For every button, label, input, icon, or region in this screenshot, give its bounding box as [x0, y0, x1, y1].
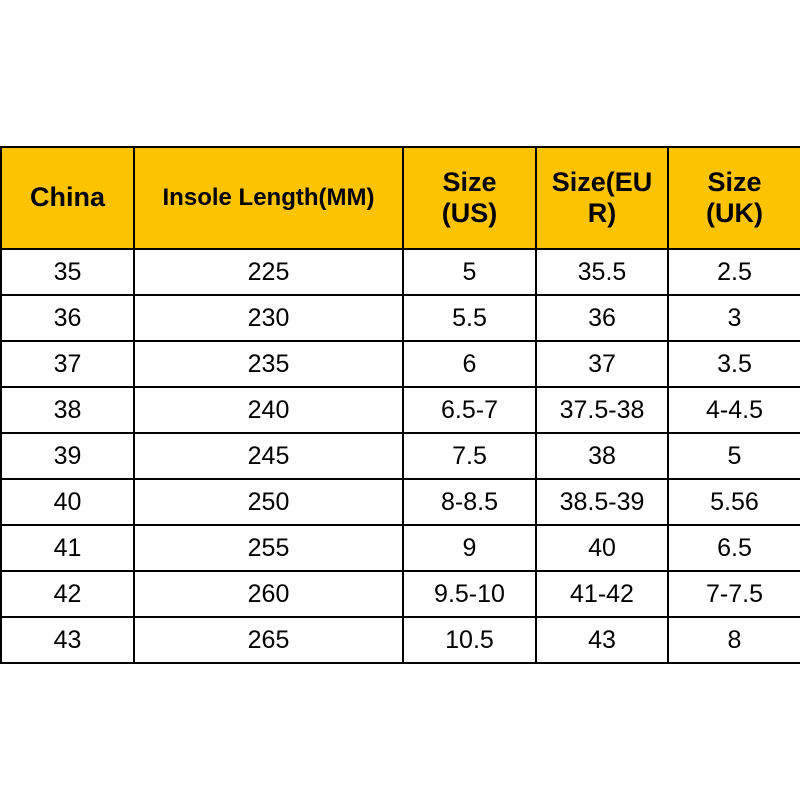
table-row — [1, 387, 800, 433]
table-body — [1, 249, 800, 663]
cell-size-uk: 6.5 — [668, 525, 800, 571]
table-row — [1, 433, 800, 479]
cell-size-uk: 4-4.5 — [668, 387, 800, 433]
table-header — [1, 147, 800, 249]
cell-insole-length: 245 — [134, 433, 403, 479]
header-row — [1, 147, 800, 249]
column-header-size-eur — [536, 147, 668, 249]
cell-size-uk: 2.5 — [668, 249, 800, 295]
cell-size-uk: 8 — [668, 617, 800, 663]
cell-china: 37 — [1, 341, 134, 387]
cell-size-eur: 43 — [536, 617, 668, 663]
cell-size-us: 9 — [403, 525, 536, 571]
table-row — [1, 479, 800, 525]
cell-size-us: 5.5 — [403, 295, 536, 341]
table-row — [1, 341, 800, 387]
cell-china: 38 — [1, 387, 134, 433]
column-header-size-us-line-2: (US) — [441, 198, 498, 228]
cell-size-eur: 36 — [536, 295, 668, 341]
column-header-size-uk-line-2: (UK) — [706, 198, 763, 228]
cell-size-eur: 35.5 — [536, 249, 668, 295]
cell-size-uk: 5 — [668, 433, 800, 479]
cell-china: 42 — [1, 571, 134, 617]
table-row — [1, 295, 800, 341]
size-conversion-table-container — [0, 146, 800, 664]
cell-size-us: 10.5 — [403, 617, 536, 663]
cell-size-us: 8-8.5 — [403, 479, 536, 525]
cell-insole-length: 250 — [134, 479, 403, 525]
cell-insole-length: 260 — [134, 571, 403, 617]
cell-insole-length: 225 — [134, 249, 403, 295]
cell-size-uk: 5.56 — [668, 479, 800, 525]
table-row — [1, 617, 800, 663]
cell-china: 41 — [1, 525, 134, 571]
cell-insole-length: 240 — [134, 387, 403, 433]
column-header-size-uk — [668, 147, 800, 249]
column-header-size-us-line-1: Size — [442, 166, 497, 197]
cell-size-eur: 37 — [536, 341, 668, 387]
cell-size-eur: 40 — [536, 525, 668, 571]
cell-size-eur: 38.5-39 — [536, 479, 668, 525]
cell-china: 35 — [1, 249, 134, 295]
column-header-size-uk-line-1: Size — [707, 166, 762, 197]
column-header-china — [1, 147, 134, 249]
column-header-china-line-1: China — [29, 182, 105, 213]
cell-size-us: 7.5 — [403, 433, 536, 479]
column-header-insole-length-line-1: Insole Length(MM) — [162, 184, 375, 212]
table-row — [1, 249, 800, 295]
column-header-size-us — [403, 147, 536, 249]
cell-size-eur: 41-42 — [536, 571, 668, 617]
cell-size-us: 9.5-10 — [403, 571, 536, 617]
cell-china: 43 — [1, 617, 134, 663]
column-header-size-eur-line-2: R) — [587, 198, 617, 228]
cell-size-us: 6.5-7 — [403, 387, 536, 433]
column-header-size-eur-line-1: Size(EU — [551, 166, 653, 197]
cell-size-uk: 7-7.5 — [668, 571, 800, 617]
size-conversion-table — [0, 146, 800, 664]
cell-size-uk: 3.5 — [668, 341, 800, 387]
cell-china: 39 — [1, 433, 134, 479]
table-row — [1, 525, 800, 571]
cell-insole-length: 230 — [134, 295, 403, 341]
cell-china: 36 — [1, 295, 134, 341]
cell-size-us: 6 — [403, 341, 536, 387]
table-row — [1, 571, 800, 617]
cell-insole-length: 255 — [134, 525, 403, 571]
cell-insole-length: 265 — [134, 617, 403, 663]
cell-china: 40 — [1, 479, 134, 525]
cell-insole-length: 235 — [134, 341, 403, 387]
cell-size-eur: 37.5-38 — [536, 387, 668, 433]
column-header-insole-length — [134, 147, 403, 249]
cell-size-us: 5 — [403, 249, 536, 295]
cell-size-uk: 3 — [668, 295, 800, 341]
cell-size-eur: 38 — [536, 433, 668, 479]
